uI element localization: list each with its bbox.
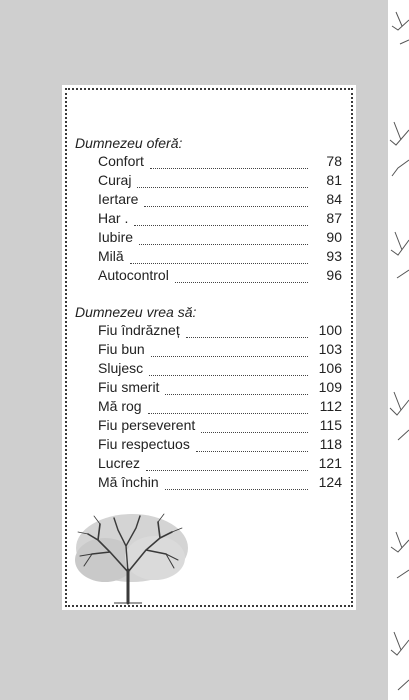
toc-entry	[98, 229, 342, 249]
dot-leader	[134, 215, 308, 226]
toc-entry	[98, 191, 342, 211]
toc-entry-title: Fiu îndrăzneț	[98, 322, 180, 338]
dot-leader	[175, 272, 308, 283]
toc-entry-title: Fiu smerit	[98, 379, 160, 395]
toc-entry-title: Slujesc	[98, 360, 144, 376]
toc-entry-title: Fiu bun	[98, 341, 145, 357]
toc-entry	[98, 322, 342, 342]
toc-entry-page: 118	[319, 436, 342, 452]
dot-leader	[165, 479, 308, 490]
toc-entry-page: 106	[318, 360, 342, 376]
toc-entry-page: 103	[318, 341, 342, 357]
toc-entry	[98, 436, 342, 456]
toc-entry	[98, 455, 342, 475]
toc-entry-page: 109	[318, 379, 342, 395]
toc-entry-title: Lucrez	[98, 455, 141, 471]
table-of-contents-card	[62, 85, 356, 610]
dot-leader	[137, 177, 308, 188]
toc-entry	[98, 360, 342, 380]
dot-leader	[130, 253, 308, 264]
dot-leader	[196, 441, 308, 452]
toc-entry-page: 121	[318, 455, 342, 471]
toc-entry-page: 81	[326, 172, 342, 188]
dot-leader	[151, 346, 308, 357]
toc-entry-page: 112	[319, 398, 342, 414]
toc-entry-page: 78	[326, 153, 342, 169]
dot-leader	[146, 460, 308, 471]
toc-entry-title: Autocontrol	[98, 267, 169, 283]
toc-entry-title: Mă închin	[98, 474, 159, 490]
toc-entry	[98, 248, 342, 268]
toc-entry-title: Iertare	[98, 191, 139, 207]
toc-entry-title: Iubire	[98, 229, 134, 245]
section-heading-offers: Dumnezeu oferă:	[75, 135, 183, 151]
toc-entry-title: Har .	[98, 210, 129, 226]
dot-leader	[148, 403, 308, 414]
toc-entry-page: 115	[319, 417, 342, 433]
toc-entry-page: 93	[326, 248, 342, 264]
toc-entry-title: Curaj	[98, 172, 132, 188]
toc-entry	[98, 379, 342, 399]
toc-entry-page: 84	[326, 191, 342, 207]
toc-entry-title: Fiu respectuos	[98, 436, 190, 452]
toc-entry-title: Mă rog	[98, 398, 142, 414]
toc-entry-page: 87	[326, 210, 342, 226]
tree-icon	[70, 510, 190, 605]
toc-entry	[98, 210, 342, 230]
section-heading-wants: Dumnezeu vrea să:	[75, 304, 197, 320]
toc-entry-page: 100	[318, 322, 342, 338]
toc-entry-title: Fiu perseverent	[98, 417, 196, 433]
toc-entry	[98, 474, 342, 494]
dot-leader	[150, 158, 308, 169]
dot-leader	[149, 365, 308, 376]
toc-entry-page: 90	[326, 229, 342, 245]
dot-leader	[139, 234, 308, 245]
toc-entry	[98, 341, 342, 361]
toc-entry	[98, 172, 342, 192]
toc-entry-title: Confort	[98, 153, 144, 169]
dot-leader	[144, 196, 308, 207]
right-page-edge	[388, 0, 409, 700]
toc-entry	[98, 417, 342, 437]
tree-branch-icon	[388, 0, 409, 700]
toc-entry	[98, 398, 342, 418]
dot-leader	[201, 422, 308, 433]
toc-entry	[98, 267, 342, 287]
dot-leader	[165, 384, 308, 395]
toc-entry-title: Milă	[98, 248, 124, 264]
toc-entry-page: 96	[326, 267, 342, 283]
toc-entry	[98, 153, 342, 173]
toc-entry-page: 124	[318, 474, 342, 490]
dot-leader	[186, 327, 308, 338]
